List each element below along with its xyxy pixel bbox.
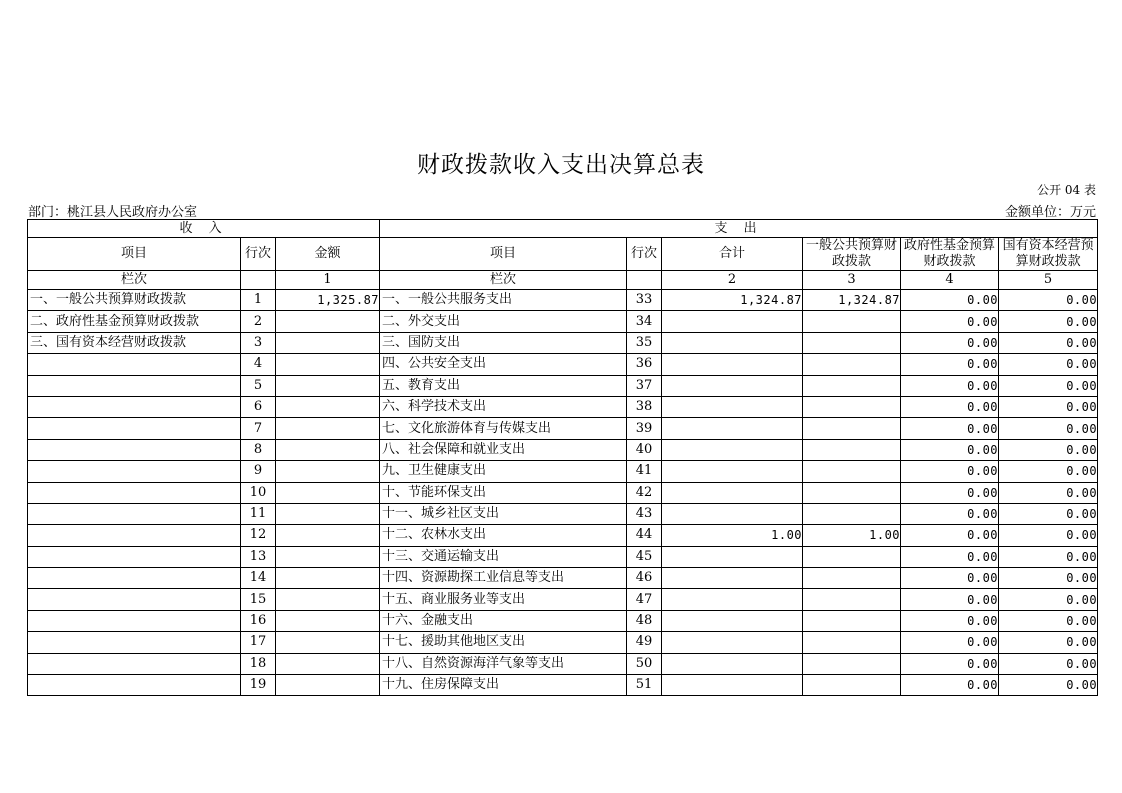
col-index-4: 4 bbox=[901, 271, 999, 290]
col-index-2: 2 bbox=[662, 271, 803, 290]
general-budget-cell bbox=[803, 653, 901, 674]
table-row bbox=[28, 568, 1098, 589]
total-cell bbox=[662, 482, 803, 503]
table-row bbox=[28, 461, 1098, 482]
expense-line-cell: 38 bbox=[627, 396, 662, 417]
expense-line-cell: 44 bbox=[627, 525, 662, 546]
income-amount-cell bbox=[276, 653, 380, 674]
state-capital-cell: 0.00 bbox=[999, 632, 1098, 653]
income-col-label: 栏次 bbox=[28, 271, 241, 290]
general-budget-cell bbox=[803, 503, 901, 524]
income-line-header: 行次 bbox=[241, 238, 276, 271]
income-amount-cell bbox=[276, 589, 380, 610]
income-item-cell bbox=[28, 375, 241, 396]
state-capital-cell: 0.00 bbox=[999, 568, 1098, 589]
gov-fund-cell: 0.00 bbox=[901, 482, 999, 503]
general-budget-cell bbox=[803, 482, 901, 503]
expense-item-cell: 九、卫生健康支出 bbox=[380, 461, 627, 482]
income-amount-cell bbox=[276, 568, 380, 589]
table-row bbox=[28, 418, 1098, 439]
expense-item-cell: 二、外交支出 bbox=[380, 311, 627, 332]
expense-item-header: 项目 bbox=[380, 238, 627, 271]
col-index-5: 5 bbox=[999, 271, 1098, 290]
table-row bbox=[28, 290, 1098, 311]
income-amount-cell bbox=[276, 418, 380, 439]
general-budget-cell bbox=[803, 311, 901, 332]
general-budget-cell bbox=[803, 396, 901, 417]
gov-fund-cell: 0.00 bbox=[901, 610, 999, 631]
table-row bbox=[28, 653, 1098, 674]
state-capital-cell: 0.00 bbox=[999, 332, 1098, 353]
income-line-cell: 1 bbox=[241, 290, 276, 311]
income-item-cell bbox=[28, 354, 241, 375]
total-cell bbox=[662, 418, 803, 439]
income-item-cell bbox=[28, 439, 241, 460]
expense-item-cell: 八、社会保障和就业支出 bbox=[380, 439, 627, 460]
expense-item-cell: 三、国防支出 bbox=[380, 332, 627, 353]
expense-item-cell: 七、文化旅游体育与传媒支出 bbox=[380, 418, 627, 439]
income-item-cell bbox=[28, 418, 241, 439]
header-group-row bbox=[28, 220, 1098, 238]
income-item-cell: 三、国有资本经营财政拨款 bbox=[28, 332, 241, 353]
income-amount-cell bbox=[276, 525, 380, 546]
income-amount-cell bbox=[276, 461, 380, 482]
total-cell bbox=[662, 354, 803, 375]
gov-fund-cell: 0.00 bbox=[901, 354, 999, 375]
expense-item-cell: 十三、交通运输支出 bbox=[380, 546, 627, 567]
income-line-cell: 13 bbox=[241, 546, 276, 567]
income-line-cell: 18 bbox=[241, 653, 276, 674]
general-budget-cell bbox=[803, 461, 901, 482]
table-row bbox=[28, 375, 1098, 396]
state-capital-cell: 0.00 bbox=[999, 290, 1098, 311]
income-item-cell bbox=[28, 461, 241, 482]
expense-item-cell: 十八、自然资源海洋气象等支出 bbox=[380, 653, 627, 674]
income-line-cell: 2 bbox=[241, 311, 276, 332]
income-line-blank bbox=[241, 271, 276, 290]
general-budget-cell: 1,324.87 bbox=[803, 290, 901, 311]
state-capital-cell: 0.00 bbox=[999, 610, 1098, 631]
total-cell bbox=[662, 632, 803, 653]
expense-line-cell: 47 bbox=[627, 589, 662, 610]
state-capital-header: 国有资本经营预算财政拨款 bbox=[999, 238, 1098, 271]
gov-fund-cell: 0.00 bbox=[901, 461, 999, 482]
income-line-cell: 6 bbox=[241, 396, 276, 417]
expense-line-cell: 43 bbox=[627, 503, 662, 524]
general-budget-cell: 1.00 bbox=[803, 525, 901, 546]
total-cell bbox=[662, 568, 803, 589]
general-budget-cell bbox=[803, 589, 901, 610]
gov-fund-cell: 0.00 bbox=[901, 589, 999, 610]
general-budget-cell bbox=[803, 568, 901, 589]
income-item-cell bbox=[28, 546, 241, 567]
gov-fund-cell: 0.00 bbox=[901, 396, 999, 417]
state-capital-cell: 0.00 bbox=[999, 675, 1098, 696]
general-budget-cell bbox=[803, 632, 901, 653]
income-item-cell bbox=[28, 396, 241, 417]
col-index-1: 1 bbox=[276, 271, 380, 290]
expense-line-cell: 42 bbox=[627, 482, 662, 503]
income-item-header: 项目 bbox=[28, 238, 241, 271]
expense-line-cell: 45 bbox=[627, 546, 662, 567]
gov-fund-cell: 0.00 bbox=[901, 375, 999, 396]
total-cell bbox=[662, 610, 803, 631]
income-line-cell: 5 bbox=[241, 375, 276, 396]
income-amount-cell bbox=[276, 396, 380, 417]
expense-item-cell: 十一、城乡社区支出 bbox=[380, 503, 627, 524]
income-group-header: 收 入 bbox=[28, 220, 380, 238]
income-amount-header: 金额 bbox=[276, 238, 380, 271]
expense-col-label: 栏次 bbox=[380, 271, 627, 290]
state-capital-cell: 0.00 bbox=[999, 589, 1098, 610]
gov-fund-cell: 0.00 bbox=[901, 439, 999, 460]
department-label: 部门：桃江县人民政府办公室 bbox=[28, 205, 198, 220]
column-index-row bbox=[28, 271, 1098, 290]
gov-fund-cell: 0.00 bbox=[901, 418, 999, 439]
expense-item-cell: 四、公共安全支出 bbox=[380, 354, 627, 375]
income-amount-cell bbox=[276, 332, 380, 353]
income-line-cell: 8 bbox=[241, 439, 276, 460]
total-cell bbox=[662, 461, 803, 482]
expense-item-cell: 六、科学技术支出 bbox=[380, 396, 627, 417]
expense-line-cell: 40 bbox=[627, 439, 662, 460]
gov-fund-cell: 0.00 bbox=[901, 632, 999, 653]
general-budget-header: 一般公共预算财政拨款 bbox=[803, 238, 901, 271]
general-budget-cell bbox=[803, 675, 901, 696]
table-row bbox=[28, 332, 1098, 353]
expense-line-cell: 46 bbox=[627, 568, 662, 589]
table-row bbox=[28, 675, 1098, 696]
expense-line-cell: 39 bbox=[627, 418, 662, 439]
gov-fund-cell: 0.00 bbox=[901, 290, 999, 311]
expense-line-cell: 36 bbox=[627, 354, 662, 375]
expense-line-cell: 34 bbox=[627, 311, 662, 332]
income-amount-cell bbox=[276, 632, 380, 653]
table-row bbox=[28, 632, 1098, 653]
expense-item-cell: 十四、资源勘探工业信息等支出 bbox=[380, 568, 627, 589]
income-item-cell bbox=[28, 503, 241, 524]
income-line-cell: 19 bbox=[241, 675, 276, 696]
total-cell bbox=[662, 653, 803, 674]
expense-line-cell: 37 bbox=[627, 375, 662, 396]
income-item-cell bbox=[28, 675, 241, 696]
general-budget-cell bbox=[803, 418, 901, 439]
page-title: 财政拨款收入支出决算总表 bbox=[417, 152, 705, 178]
table-row bbox=[28, 439, 1098, 460]
income-item-cell bbox=[28, 482, 241, 503]
total-cell bbox=[662, 503, 803, 524]
state-capital-cell: 0.00 bbox=[999, 375, 1098, 396]
income-line-cell: 4 bbox=[241, 354, 276, 375]
table-row bbox=[28, 589, 1098, 610]
gov-fund-header: 政府性基金预算财政拨款 bbox=[901, 238, 999, 271]
income-item-cell bbox=[28, 632, 241, 653]
income-item-cell: 一、一般公共预算财政拨款 bbox=[28, 290, 241, 311]
total-header: 合计 bbox=[662, 238, 803, 271]
table-row bbox=[28, 396, 1098, 417]
state-capital-cell: 0.00 bbox=[999, 461, 1098, 482]
income-amount-cell bbox=[276, 546, 380, 567]
income-item-cell: 二、政府性基金预算财政拨款 bbox=[28, 311, 241, 332]
expense-line-cell: 50 bbox=[627, 653, 662, 674]
total-cell bbox=[662, 311, 803, 332]
expense-item-cell: 十六、金融支出 bbox=[380, 610, 627, 631]
expense-line-cell: 49 bbox=[627, 632, 662, 653]
income-item-cell bbox=[28, 525, 241, 546]
table-row bbox=[28, 546, 1098, 567]
state-capital-cell: 0.00 bbox=[999, 525, 1098, 546]
budget-table bbox=[27, 219, 1098, 696]
expense-item-cell: 五、教育支出 bbox=[380, 375, 627, 396]
gov-fund-cell: 0.00 bbox=[901, 546, 999, 567]
expense-line-cell: 33 bbox=[627, 290, 662, 311]
income-line-cell: 14 bbox=[241, 568, 276, 589]
general-budget-cell bbox=[803, 439, 901, 460]
income-line-cell: 7 bbox=[241, 418, 276, 439]
income-line-cell: 11 bbox=[241, 503, 276, 524]
gov-fund-cell: 0.00 bbox=[901, 653, 999, 674]
expense-item-cell: 十九、住房保障支出 bbox=[380, 675, 627, 696]
income-amount-cell bbox=[276, 375, 380, 396]
income-line-cell: 16 bbox=[241, 610, 276, 631]
gov-fund-cell: 0.00 bbox=[901, 568, 999, 589]
table-row bbox=[28, 354, 1098, 375]
income-amount-cell bbox=[276, 354, 380, 375]
expense-item-cell: 十五、商业服务业等支出 bbox=[380, 589, 627, 610]
gov-fund-cell: 0.00 bbox=[901, 525, 999, 546]
income-amount-cell bbox=[276, 675, 380, 696]
total-cell bbox=[662, 332, 803, 353]
income-amount-cell bbox=[276, 610, 380, 631]
expense-line-cell: 48 bbox=[627, 610, 662, 631]
expense-line-header: 行次 bbox=[627, 238, 662, 271]
state-capital-cell: 0.00 bbox=[999, 503, 1098, 524]
expense-line-cell: 41 bbox=[627, 461, 662, 482]
income-line-cell: 15 bbox=[241, 589, 276, 610]
income-item-cell bbox=[28, 589, 241, 610]
total-cell bbox=[662, 375, 803, 396]
expense-item-cell: 十二、农林水支出 bbox=[380, 525, 627, 546]
total-cell: 1,324.87 bbox=[662, 290, 803, 311]
expense-item-cell: 十、节能环保支出 bbox=[380, 482, 627, 503]
income-item-cell bbox=[28, 568, 241, 589]
state-capital-cell: 0.00 bbox=[999, 546, 1098, 567]
state-capital-cell: 0.00 bbox=[999, 653, 1098, 674]
general-budget-cell bbox=[803, 546, 901, 567]
expense-line-cell: 51 bbox=[627, 675, 662, 696]
income-line-cell: 3 bbox=[241, 332, 276, 353]
state-capital-cell: 0.00 bbox=[999, 354, 1098, 375]
income-line-cell: 17 bbox=[241, 632, 276, 653]
income-amount-cell bbox=[276, 311, 380, 332]
income-amount-cell bbox=[276, 439, 380, 460]
income-amount-cell: 1,325.87 bbox=[276, 290, 380, 311]
form-number: 公开 04 表 bbox=[1037, 183, 1096, 197]
general-budget-cell bbox=[803, 610, 901, 631]
total-cell bbox=[662, 675, 803, 696]
gov-fund-cell: 0.00 bbox=[901, 332, 999, 353]
expense-line-blank bbox=[627, 271, 662, 290]
income-item-cell bbox=[28, 610, 241, 631]
income-amount-cell bbox=[276, 503, 380, 524]
gov-fund-cell: 0.00 bbox=[901, 503, 999, 524]
table-row bbox=[28, 311, 1098, 332]
state-capital-cell: 0.00 bbox=[999, 418, 1098, 439]
income-line-cell: 9 bbox=[241, 461, 276, 482]
gov-fund-cell: 0.00 bbox=[901, 311, 999, 332]
table-row bbox=[28, 610, 1098, 631]
income-line-cell: 10 bbox=[241, 482, 276, 503]
general-budget-cell bbox=[803, 332, 901, 353]
income-item-cell bbox=[28, 653, 241, 674]
total-cell: 1.00 bbox=[662, 525, 803, 546]
gov-fund-cell: 0.00 bbox=[901, 675, 999, 696]
expense-item-cell: 一、一般公共服务支出 bbox=[380, 290, 627, 311]
expense-item-cell: 十七、援助其他地区支出 bbox=[380, 632, 627, 653]
header-columns-row bbox=[28, 238, 1098, 271]
general-budget-cell bbox=[803, 375, 901, 396]
table-row bbox=[28, 482, 1098, 503]
state-capital-cell: 0.00 bbox=[999, 439, 1098, 460]
state-capital-cell: 0.00 bbox=[999, 482, 1098, 503]
amount-unit-label: 金额单位：万元 bbox=[1004, 205, 1096, 220]
general-budget-cell bbox=[803, 354, 901, 375]
state-capital-cell: 0.00 bbox=[999, 311, 1098, 332]
total-cell bbox=[662, 546, 803, 567]
expense-group-header: 支 出 bbox=[380, 220, 1098, 238]
expense-line-cell: 35 bbox=[627, 332, 662, 353]
total-cell bbox=[662, 396, 803, 417]
income-amount-cell bbox=[276, 482, 380, 503]
table-row bbox=[28, 525, 1098, 546]
state-capital-cell: 0.00 bbox=[999, 396, 1098, 417]
total-cell bbox=[662, 589, 803, 610]
col-index-3: 3 bbox=[803, 271, 901, 290]
table-row bbox=[28, 503, 1098, 524]
total-cell bbox=[662, 439, 803, 460]
income-line-cell: 12 bbox=[241, 525, 276, 546]
